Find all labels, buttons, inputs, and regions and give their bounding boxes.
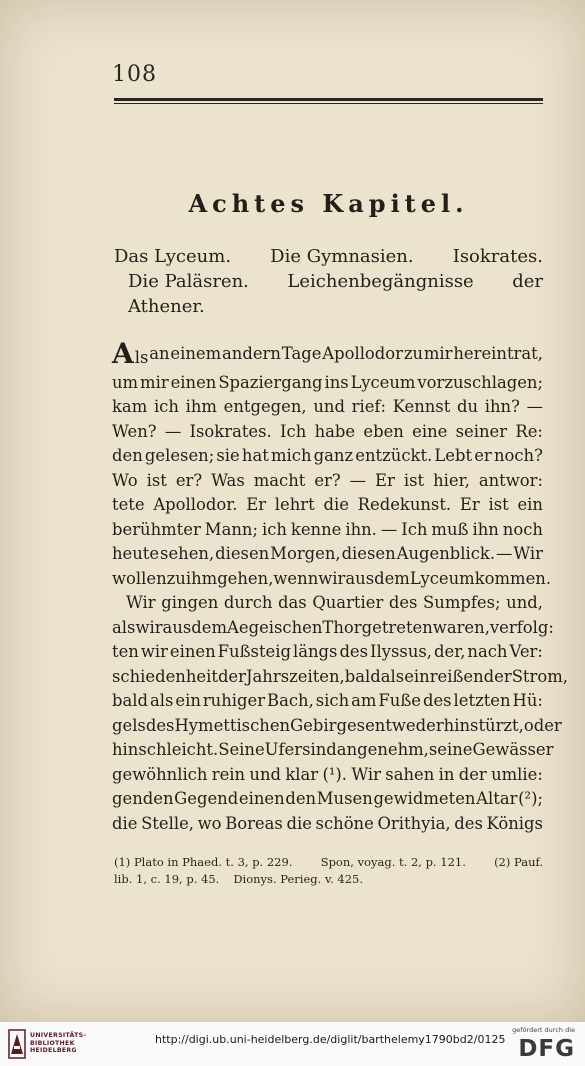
word: bald	[344, 666, 381, 686]
word: getreten	[361, 617, 433, 637]
word: einen	[169, 642, 216, 661]
word: einem	[170, 344, 222, 363]
word: ls	[134, 348, 149, 367]
word: und	[249, 764, 282, 784]
word: Wir	[513, 544, 543, 563]
word: Redekunst.	[357, 495, 452, 514]
text-line	[112, 591, 543, 616]
word: Tage	[281, 344, 322, 363]
word: waren,	[432, 617, 490, 637]
word: ich	[261, 519, 287, 539]
word: Boreas	[225, 813, 283, 833]
word: Ver:	[509, 642, 543, 661]
word: ich	[153, 397, 179, 416]
library-name-line: UNIVERSITÄTS-	[30, 1032, 87, 1039]
word: des	[145, 715, 175, 735]
word: ein	[404, 666, 430, 686]
word: das	[278, 593, 307, 612]
word: Mann;	[204, 519, 258, 539]
word: gingen	[161, 593, 219, 612]
library-name-line: HEIDELBERG	[30, 1047, 77, 1055]
word: ihm	[185, 568, 218, 588]
word: Hü:	[512, 691, 543, 710]
word: des	[388, 593, 418, 612]
word: hereintrat,	[453, 344, 543, 363]
word: Altar	[476, 789, 518, 808]
word: du	[457, 397, 479, 416]
word: Re:	[515, 421, 543, 441]
word: die	[112, 813, 138, 833]
word: Seine	[218, 740, 265, 759]
word: —	[380, 519, 398, 539]
header-rule-thick	[114, 98, 543, 101]
word: wollen	[112, 568, 167, 588]
word: Hymettischen	[174, 715, 291, 735]
word: wir	[318, 568, 346, 588]
university-library-logo-icon	[8, 1028, 26, 1060]
word: eine	[412, 421, 448, 441]
word: wenn	[273, 568, 319, 588]
word: nach	[467, 642, 508, 661]
word: klar	[285, 764, 319, 784]
header-rule-thin	[114, 103, 543, 104]
word: Aegeischen	[227, 617, 323, 637]
word: längs	[292, 642, 338, 661]
word: Ich	[401, 519, 428, 539]
word: zu	[403, 344, 424, 363]
word: ihm	[185, 397, 217, 416]
word: ten	[112, 642, 139, 661]
word: lehrt	[274, 495, 315, 514]
word: hinstürzt,	[443, 715, 524, 735]
word: gels	[112, 715, 146, 735]
word: Er	[246, 495, 267, 514]
word: kam	[112, 397, 148, 416]
word: der	[217, 666, 246, 686]
word: Fuße	[378, 691, 421, 710]
word: Spaziergang	[218, 372, 323, 392]
summary-item: Athener.	[128, 296, 205, 317]
word: Augenblick.	[396, 544, 496, 563]
word: Musen	[316, 789, 373, 808]
word: Strom,	[511, 666, 568, 686]
word: des	[339, 642, 369, 661]
word: Orithyia,	[377, 813, 451, 833]
word: gewidmeten	[373, 789, 476, 808]
summary-item: Die Paläsren.	[128, 271, 249, 292]
word: gewöhnlich	[112, 764, 208, 784]
footnote-line	[114, 854, 543, 871]
text-line	[112, 738, 554, 763]
text-line	[112, 616, 554, 641]
text-line	[112, 812, 543, 837]
dfg-logo: DFG	[518, 1036, 575, 1062]
word: antwor:	[478, 470, 543, 490]
word: bald	[112, 691, 148, 710]
word: mir	[140, 372, 169, 392]
text-line	[112, 420, 543, 445]
word: andern	[222, 344, 281, 363]
word: muß	[431, 519, 469, 539]
word: Stelle,	[141, 813, 194, 833]
summary-item: Die Gymnasien.	[270, 246, 414, 267]
word: die	[286, 813, 312, 833]
word: —	[496, 544, 513, 563]
text-line	[112, 444, 543, 469]
word: habe	[314, 421, 356, 441]
word: Wo	[112, 470, 138, 490]
footnote-entry: Spon, voyag. t. 2, p. 121.	[320, 855, 466, 869]
word: umlie:	[491, 764, 543, 784]
word: den	[285, 789, 317, 808]
word: er	[474, 446, 492, 465]
word: des	[422, 691, 452, 710]
word: dem	[374, 568, 410, 588]
text-line	[112, 714, 562, 739]
word: Lebt	[434, 446, 473, 465]
word: und,	[506, 593, 543, 612]
word: der	[458, 764, 487, 784]
word: er?	[175, 470, 203, 490]
word: entgegen,	[223, 397, 307, 416]
word: sahen	[385, 764, 435, 784]
word: Ich	[280, 421, 307, 441]
university-library-name	[30, 1032, 86, 1055]
footnotes	[114, 854, 543, 888]
text-line	[112, 371, 543, 396]
word: Er	[459, 495, 480, 514]
summary-line	[114, 244, 543, 269]
word: ins	[324, 372, 349, 392]
word: gehen,	[217, 568, 274, 588]
word: eben	[363, 421, 404, 441]
word: heute	[112, 544, 160, 563]
word: Gegend	[174, 789, 239, 808]
word: Königs	[486, 813, 543, 833]
word: Was	[211, 470, 245, 490]
word: ist	[146, 470, 167, 490]
first-word	[112, 337, 149, 371]
word: ruhiger	[202, 691, 266, 710]
word: seiner	[455, 421, 508, 441]
text-line	[112, 469, 543, 494]
word: berühmter	[112, 519, 201, 539]
word: letzten	[453, 691, 511, 710]
text-line	[112, 665, 568, 690]
word: (²);	[518, 789, 543, 808]
word: Lyceum	[350, 372, 416, 392]
word: Kennst	[392, 397, 451, 416]
word: einen	[170, 372, 217, 392]
word: rein	[211, 764, 246, 784]
word: an	[149, 344, 170, 363]
summary-item: Leichenbegängnisse	[287, 271, 474, 292]
word: Morgen,	[270, 544, 341, 563]
word: —	[349, 470, 367, 490]
word: in	[438, 764, 455, 784]
word: aus	[345, 568, 375, 588]
word: wo	[197, 813, 222, 833]
word: seine	[428, 740, 473, 759]
word: tete	[112, 495, 145, 514]
word: mich	[270, 446, 312, 465]
word: und	[313, 397, 345, 416]
word: ein	[175, 691, 201, 710]
word: Lyceum	[409, 568, 475, 588]
word: Wen?	[112, 421, 157, 441]
word: mir	[423, 344, 453, 363]
text-line	[112, 689, 543, 714]
word: vorzuschlagen;	[417, 372, 543, 392]
word: er?	[314, 470, 341, 490]
word: Bach,	[267, 691, 314, 710]
word: die	[323, 495, 349, 514]
word: der,	[434, 642, 466, 661]
word: zu	[166, 568, 186, 588]
text-line	[112, 787, 543, 812]
word: Wir	[126, 593, 156, 612]
word: wir	[140, 642, 168, 661]
word: aus	[162, 617, 192, 637]
word: ihn	[472, 519, 499, 539]
word: durch	[223, 593, 273, 612]
chapter-title: Achtes Kapitel.	[188, 189, 469, 218]
footnote-entry: Dionys. Perieg. v. 425.	[233, 872, 363, 886]
word: Ilyssus,	[370, 642, 433, 661]
text-line	[112, 567, 552, 592]
word: hinschleicht.	[112, 740, 219, 759]
word: angenehm,	[336, 740, 429, 759]
footnote-entry: (2) Pauf.	[494, 855, 543, 869]
word: schiedenheit	[112, 666, 218, 686]
word: sie	[216, 446, 240, 465]
word: rief:	[351, 397, 386, 416]
word: sich	[315, 691, 350, 710]
text-line	[112, 337, 543, 371]
page-number: 108	[112, 62, 157, 87]
word: sehen,	[160, 544, 215, 563]
text-line	[112, 493, 543, 518]
word: hat	[241, 446, 269, 465]
word: sind	[302, 740, 337, 759]
text-line	[112, 395, 543, 420]
summary-line	[114, 269, 543, 294]
word: noch	[502, 519, 543, 539]
summary-line	[114, 294, 543, 319]
word: entweder	[365, 715, 444, 735]
word: kenne	[290, 519, 342, 539]
word: —	[526, 397, 543, 416]
word: Gewässer	[472, 740, 554, 759]
source-url-link[interactable]: http://digi.ub.uni-heidelberg.de/diglit/barthelemy1790bd2/0125	[155, 1033, 506, 1046]
word: hier,	[433, 470, 470, 490]
word: diesen	[341, 544, 396, 563]
footnote-entry: lib. 1, c. 19, p. 45.	[114, 872, 220, 886]
word: Isokrates.	[189, 421, 272, 441]
text-line	[112, 763, 543, 788]
word: Er	[375, 470, 395, 490]
library-name-line: BIBLIOTHEK	[30, 1039, 75, 1047]
word: Gebirges	[290, 715, 366, 735]
word: ihn.	[345, 519, 377, 539]
word: dem	[191, 617, 228, 637]
drop-cap: A	[112, 337, 134, 370]
word: Thor	[322, 617, 362, 637]
footnote-line	[114, 871, 543, 888]
word: um	[112, 372, 139, 392]
word: den	[112, 446, 143, 465]
word: entzückt.	[355, 446, 433, 465]
word: ein	[517, 495, 543, 514]
word: wir	[135, 617, 163, 637]
word: gelesen;	[144, 446, 215, 465]
word: noch?	[493, 446, 543, 465]
word: als	[112, 617, 136, 637]
word: Apollodor.	[153, 495, 238, 514]
body-text	[112, 337, 568, 836]
word: Jahrszeiten,	[245, 666, 345, 686]
word: am	[351, 691, 377, 710]
word: Quartier	[312, 593, 384, 612]
word: einen	[238, 789, 285, 808]
word: ist	[488, 495, 509, 514]
word: genden	[112, 789, 174, 808]
summary-item: der	[512, 271, 543, 292]
word: kommen.	[474, 568, 552, 588]
word: Apollodor	[322, 344, 403, 363]
sponsor-text: gefördert durch die	[512, 1026, 575, 1034]
footnote-entry: (1) Plato in Phaed. t. 3, p. 229.	[114, 855, 293, 869]
word: Fußsteig	[217, 642, 291, 661]
word: ganz	[313, 446, 354, 465]
word: ist	[403, 470, 425, 490]
text-line	[112, 542, 543, 567]
word: oder	[523, 715, 562, 735]
summary-item: Isokrates.	[452, 246, 543, 267]
word: diesen	[215, 544, 270, 563]
word: als	[380, 666, 405, 686]
word: schöne	[315, 813, 374, 833]
word: reißender	[429, 666, 512, 686]
word: macht	[253, 470, 306, 490]
word: Ufer	[264, 740, 303, 759]
word: ihn?	[484, 397, 520, 416]
text-line	[112, 518, 543, 543]
word: Sumpfes;	[423, 593, 501, 612]
word: des	[454, 813, 483, 833]
chapter-summary	[114, 244, 543, 319]
summary-item: Das Lyceum.	[114, 246, 232, 267]
word: Wir	[351, 764, 381, 784]
word: verfolg:	[489, 617, 554, 637]
word: —	[164, 421, 182, 441]
viewer-footer	[0, 1022, 585, 1066]
text-line	[112, 640, 543, 665]
word: (¹).	[322, 764, 348, 784]
word: als	[149, 691, 174, 710]
